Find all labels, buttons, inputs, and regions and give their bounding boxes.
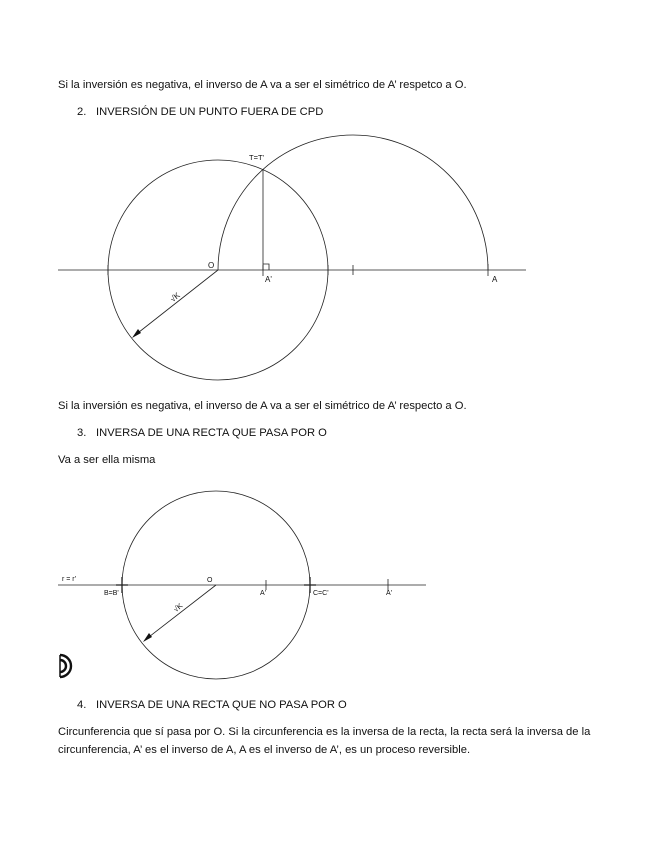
- heading-number: 3.: [77, 427, 87, 439]
- heading-text: INVERSA DE UNA RECTA QUE NO PASA POR O: [96, 699, 347, 711]
- label-B: B=B': [104, 590, 119, 597]
- paragraph-reversible-process: Circunferencia que sí pasa por O. Si la circunferencia es la inversa de la recta, la recta será la inversa de la circunferencia, A’ es el inverso de A, A es el inverso de A’, es un proceso reversible.: [58, 726, 591, 756]
- section-heading-3: [77, 425, 327, 441]
- figure-line-through-origin: [0, 485, 655, 685]
- label-A-prime-left: A': [260, 590, 267, 597]
- heading-number: 4.: [77, 699, 87, 711]
- paragraph-same-line: Va a ser ella misma: [58, 454, 156, 466]
- paragraph-negative-inversion-2: Si la inversión es negativa, el inverso de A va a ser el simétrico de A’ respecto a O.: [58, 400, 467, 412]
- label-A-prime: A': [265, 275, 272, 284]
- label-sqrt-k: √K: [168, 290, 182, 304]
- paragraph-negative-inversion-1: Si la inversión es negativa, el inverso de A va a ser el simétrico de A’ respetco a O.: [58, 79, 467, 91]
- label-A-prime-right: A': [386, 590, 393, 597]
- radius-line: [134, 270, 218, 336]
- label-O: O: [207, 577, 213, 584]
- label-A: A: [492, 275, 498, 284]
- double-arc-icon: [58, 652, 78, 680]
- label-T: T=T': [249, 153, 264, 162]
- section-heading-4: [77, 697, 347, 713]
- arrow-head: [143, 633, 152, 642]
- radius-line: [145, 585, 216, 640]
- section-heading-2: [77, 104, 323, 120]
- heading-text: INVERSA DE UNA RECTA QUE PASA POR O: [96, 427, 327, 439]
- heading-text: INVERSIÓN DE UN PUNTO FUERA DE CPD: [96, 106, 324, 118]
- arrow-head: [132, 329, 141, 338]
- heading-number: 2.: [77, 106, 87, 118]
- label-C: C=C': [313, 590, 329, 597]
- label-sqrt-k: √K: [171, 601, 185, 614]
- label-O: O: [208, 261, 215, 270]
- label-r: r = r': [62, 576, 76, 583]
- right-angle-mark: [263, 264, 269, 270]
- figure-inversion-point-outside: [0, 125, 655, 395]
